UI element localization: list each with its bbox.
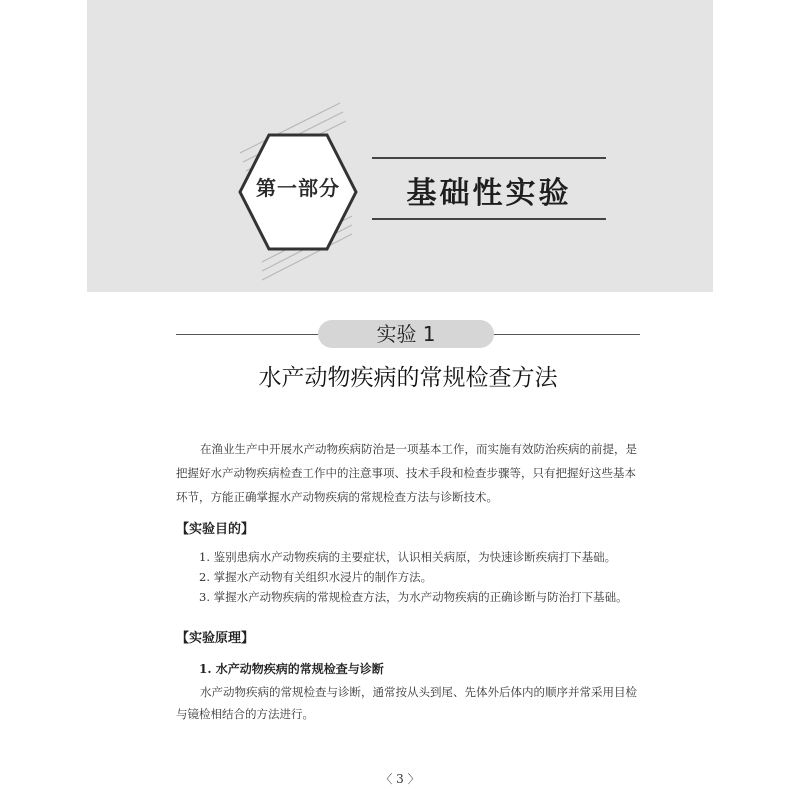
principle-subheading: 1. 水产动物疾病的常规检查与诊断 bbox=[199, 662, 384, 676]
page-number: 〈 3 〉 bbox=[380, 772, 420, 786]
experiment-tag: 实验 1 bbox=[318, 320, 494, 348]
experiment-rule-left bbox=[176, 334, 318, 335]
principle-line: 水产动物疾病的常规检查与诊断，通常按从头到尾、先体外后体内的顺序并常采用目检 bbox=[200, 685, 637, 699]
objective-item: 3. 掌握水产动物疾病的常规检查方法，为水产动物疾病的正确诊断与防治打下基础。 bbox=[199, 590, 628, 604]
experiment-title: 水产动物疾病的常规检查方法 bbox=[258, 365, 558, 391]
principle-line: 与镜检相结合的方法进行。 bbox=[176, 707, 314, 721]
objective-item: 1. 鉴别患病水产动物疾病的主要症状，认识相关病原，为快速诊断疾病打下基础。 bbox=[199, 550, 617, 564]
principle-heading: 【实验原理】 bbox=[176, 631, 255, 646]
intro-line: 把握好水产动物疾病检查工作中的注意事项、技术手段和检查步骤等，只有把握好这些基本 bbox=[176, 466, 636, 480]
objective-item: 2. 掌握水产动物有关组织水浸片的制作方法。 bbox=[199, 570, 433, 584]
part-title: 基础性实验 bbox=[406, 176, 572, 211]
intro-line: 在渔业生产中开展水产动物疾病防治是一项基本工作，而实施有效防治疾病的前提，是 bbox=[200, 442, 637, 456]
intro-line: 环节，方能正确掌握水产动物疾病的常规检查方法与诊断技术。 bbox=[176, 490, 498, 504]
experiment-rule-right bbox=[494, 334, 640, 335]
objectives-heading: 【实验目的】 bbox=[176, 522, 255, 537]
part-label: 第一部分 bbox=[256, 176, 340, 200]
